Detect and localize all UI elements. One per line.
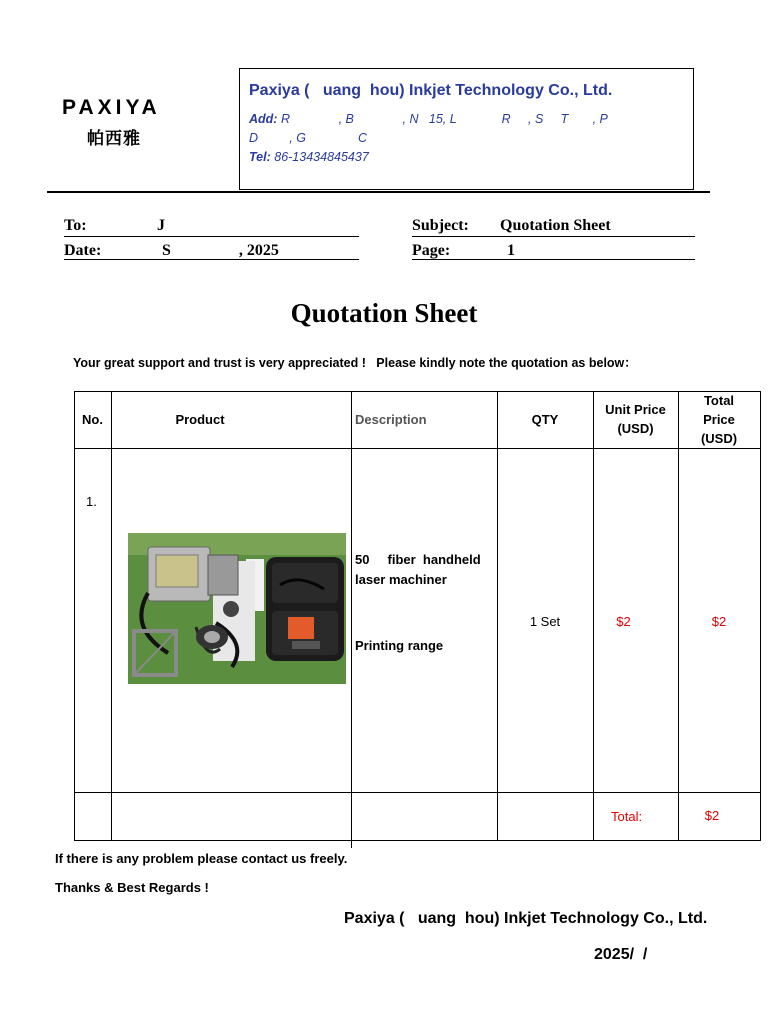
- header-unit-price-line-1: Unit Price: [605, 402, 666, 417]
- subject-value: Quotation Sheet: [500, 217, 611, 234]
- header-divider: [47, 191, 710, 193]
- header-description: Description: [355, 412, 427, 427]
- company-address-line-1: [249, 112, 608, 126]
- row-no: 1.: [86, 494, 97, 509]
- header-unit-price-line-2: (USD): [617, 421, 654, 436]
- signature-date: 2025/ /: [594, 946, 648, 963]
- total-label: Total:: [611, 809, 643, 824]
- to-underline: [64, 236, 359, 237]
- header-total-price-line-2: Price: [703, 412, 735, 427]
- tel-label: Tel:: [249, 150, 271, 164]
- company-tel: [249, 150, 369, 164]
- date-value: S , 2025: [162, 242, 279, 259]
- page-underline: [412, 259, 695, 260]
- header-qty: QTY: [531, 412, 559, 427]
- column-divider: [351, 391, 352, 848]
- page-value: 1: [507, 242, 515, 259]
- address-label: Add:: [249, 112, 278, 126]
- to-label: To:: [64, 217, 87, 234]
- date-underline: [64, 259, 359, 260]
- date-label: Date:: [64, 242, 102, 259]
- contact-note: If there is any problem please contact us freely.: [55, 851, 348, 866]
- description-line-1: 50 fiber handheld: [355, 552, 481, 567]
- product-image: [128, 533, 346, 684]
- table-right-border: [760, 391, 761, 841]
- header-row-border: [74, 448, 761, 449]
- row-unit-price: $2: [616, 614, 631, 629]
- header-total-price-line-3: (USD): [700, 431, 738, 446]
- header-unit-price: [593, 400, 678, 438]
- table-top-border: [74, 391, 761, 392]
- page-label: Page:: [412, 242, 451, 259]
- to-value: J: [157, 217, 165, 234]
- subject-label: Subject:: [412, 217, 469, 234]
- header-total-price-line-1: Total: [703, 393, 735, 408]
- total-value: $2: [704, 808, 720, 823]
- signature-company: Paxiya ( uang hou) Inkjet Technology Co., Ltd.: [344, 910, 708, 927]
- subject-underline: [412, 236, 695, 237]
- company-address-line-2: D , G C: [249, 131, 368, 145]
- address-text: R , B , N 15, L R , S T , P: [277, 112, 608, 126]
- row-total-price: $2: [711, 614, 727, 629]
- table-bottom-border: [74, 840, 761, 841]
- description-line-2: laser machiner: [355, 572, 447, 587]
- table-left-border: [74, 391, 75, 841]
- header-total-price: [678, 391, 760, 448]
- regards-note: Thanks & Best Regards !: [55, 880, 209, 895]
- header-product: Product: [175, 412, 225, 427]
- item-row-border: [74, 792, 761, 793]
- intro-text: Your great support and trust is very appreciated ! Please kindly note the quotation as below：: [73, 356, 637, 370]
- row-qty: 1 Set: [529, 614, 561, 629]
- logo-chinese-text: 帕西雅: [87, 129, 141, 149]
- column-divider: [111, 391, 112, 841]
- tel-number: 86-13434845437: [270, 150, 369, 164]
- company-name: Paxiya ( uang hou) Inkjet Technology Co., Ltd.: [249, 82, 613, 99]
- logo-text: PAXIYA: [62, 96, 161, 119]
- header-no: No.: [82, 412, 103, 427]
- description-line-3: Printing range: [355, 638, 444, 653]
- document-title: Quotation Sheet: [290, 298, 478, 328]
